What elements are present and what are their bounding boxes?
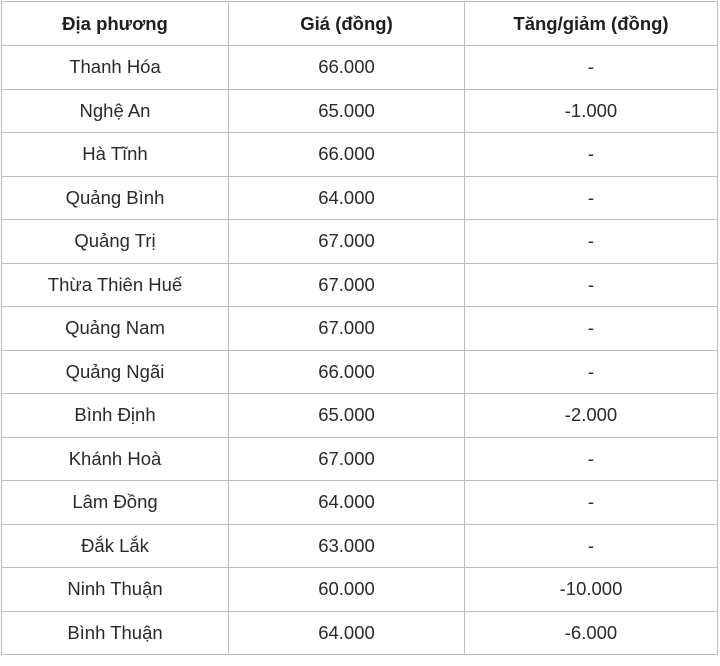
region-cell: Quảng Ngãi bbox=[2, 350, 229, 394]
price-cell: 65.000 bbox=[229, 394, 465, 438]
region-cell: Hà Tĩnh bbox=[2, 133, 229, 177]
table-row bbox=[2, 89, 718, 133]
change-cell: -2.000 bbox=[465, 394, 718, 438]
change-cell: - bbox=[465, 220, 718, 264]
table-row bbox=[2, 350, 718, 394]
change-cell: -6.000 bbox=[465, 611, 718, 655]
change-cell: - bbox=[465, 481, 718, 525]
table-row bbox=[2, 46, 718, 90]
region-cell: Quảng Bình bbox=[2, 176, 229, 220]
price-table bbox=[1, 1, 718, 655]
price-cell: 64.000 bbox=[229, 611, 465, 655]
price-cell: 67.000 bbox=[229, 263, 465, 307]
region-cell: Thanh Hóa bbox=[2, 46, 229, 90]
change-cell: - bbox=[465, 133, 718, 177]
table-row bbox=[2, 524, 718, 568]
region-cell: Thừa Thiên Huế bbox=[2, 263, 229, 307]
table-row bbox=[2, 481, 718, 525]
price-cell: 65.000 bbox=[229, 89, 465, 133]
change-cell: - bbox=[465, 437, 718, 481]
region-cell: Bình Định bbox=[2, 394, 229, 438]
table-row bbox=[2, 394, 718, 438]
price-cell: 64.000 bbox=[229, 176, 465, 220]
region-cell: Quảng Nam bbox=[2, 307, 229, 351]
table-header-row bbox=[2, 2, 718, 46]
header-region: Địa phương bbox=[2, 2, 229, 46]
table-row bbox=[2, 568, 718, 612]
price-cell: 66.000 bbox=[229, 46, 465, 90]
table-row bbox=[2, 307, 718, 351]
price-cell: 67.000 bbox=[229, 220, 465, 264]
header-change: Tăng/giảm (đồng) bbox=[465, 2, 718, 46]
table-row bbox=[2, 176, 718, 220]
region-cell: Bình Thuận bbox=[2, 611, 229, 655]
price-cell: 66.000 bbox=[229, 350, 465, 394]
region-cell: Ninh Thuận bbox=[2, 568, 229, 612]
region-cell: Nghệ An bbox=[2, 89, 229, 133]
change-cell: - bbox=[465, 46, 718, 90]
price-cell: 67.000 bbox=[229, 437, 465, 481]
region-cell: Khánh Hoà bbox=[2, 437, 229, 481]
region-cell: Đắk Lắk bbox=[2, 524, 229, 568]
table-row bbox=[2, 133, 718, 177]
price-cell: 66.000 bbox=[229, 133, 465, 177]
change-cell: - bbox=[465, 307, 718, 351]
table-row bbox=[2, 611, 718, 655]
table-body bbox=[2, 46, 718, 655]
price-cell: 60.000 bbox=[229, 568, 465, 612]
header-price: Giá (đồng) bbox=[229, 2, 465, 46]
change-cell: - bbox=[465, 524, 718, 568]
change-cell: -1.000 bbox=[465, 89, 718, 133]
table-row bbox=[2, 220, 718, 264]
price-cell: 67.000 bbox=[229, 307, 465, 351]
change-cell: - bbox=[465, 350, 718, 394]
table-row bbox=[2, 437, 718, 481]
change-cell: - bbox=[465, 176, 718, 220]
change-cell: - bbox=[465, 263, 718, 307]
table-row bbox=[2, 263, 718, 307]
region-cell: Quảng Trị bbox=[2, 220, 229, 264]
price-cell: 64.000 bbox=[229, 481, 465, 525]
change-cell: -10.000 bbox=[465, 568, 718, 612]
region-cell: Lâm Đồng bbox=[2, 481, 229, 525]
price-cell: 63.000 bbox=[229, 524, 465, 568]
